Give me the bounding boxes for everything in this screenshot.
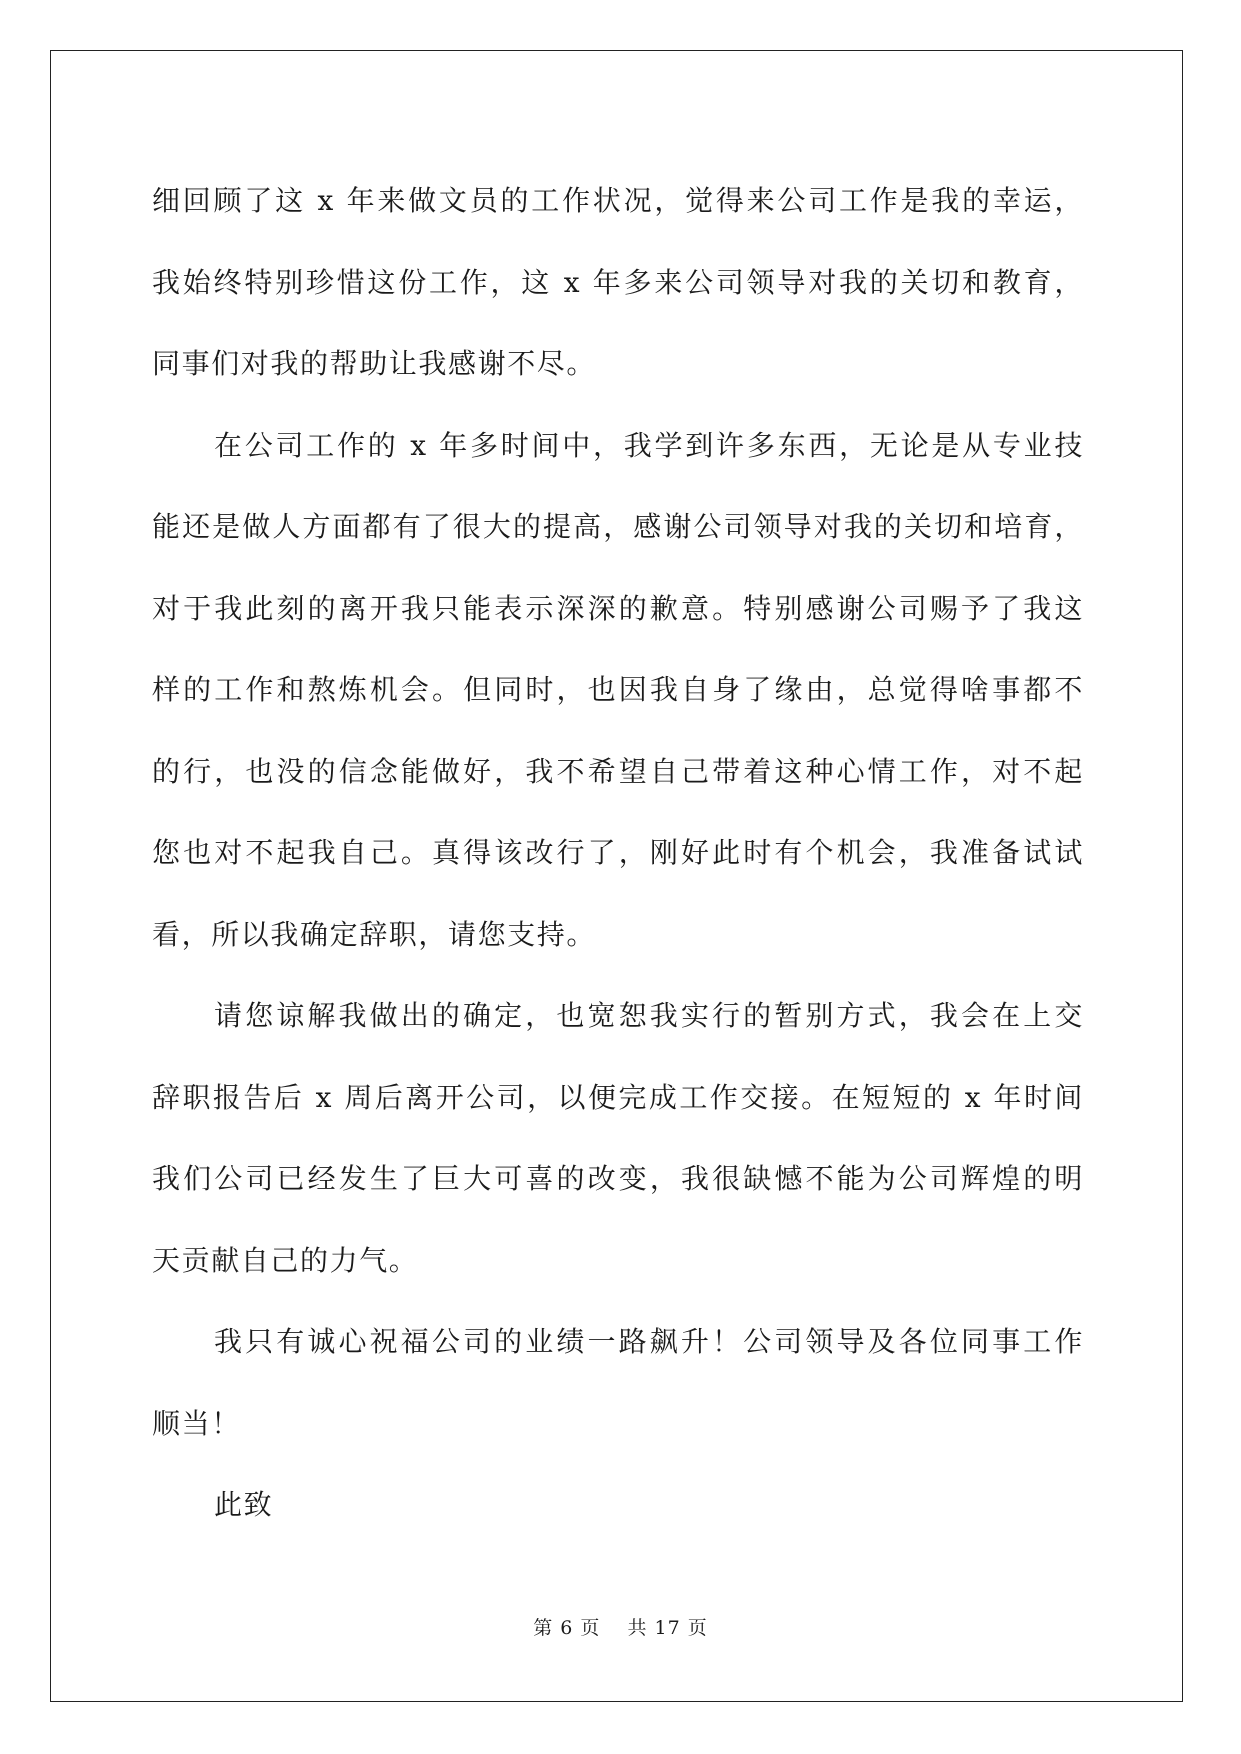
text-line: 我只有诚心祝福公司的业绩一路飙升！公司领导及各位同事工作 [214, 1325, 1084, 1358]
text-line: 辞职报告后 x 周后离开公司，以便完成工作交接。在短短的 x 年时间 [152, 1080, 1084, 1114]
text-line: 在公司工作的 x 年多时间中，我学到许多东西，无论是从专业技 [214, 428, 1084, 462]
text-line: 看，所以我确定辞职，请您支持。 [152, 917, 597, 951]
text-line: 样的工作和熬炼机会。但同时，也因我自身了缘由，总觉得啥事都不 [152, 673, 1084, 706]
text-line: 天贡献自己的力气。 [152, 1243, 419, 1277]
text-line: 细回顾了这 x 年来做文员的工作状况，觉得来公司工作是我的幸运， [152, 184, 1084, 217]
text-line: 您也对不起我自己。真得该改行了，刚好此时有个机会，我准备试试 [152, 836, 1084, 869]
document-body [152, 160, 1084, 1546]
text-line: 我们公司已经发生了巨大可喜的改变，我很缺憾不能为公司辉煌的明 [152, 1162, 1084, 1195]
text-line: 请您谅解我做出的确定，也宽恕我实行的暂别方式，我会在上交 [214, 999, 1084, 1032]
page-footer [0, 1613, 1241, 1640]
text-line: 对于我此刻的离开我只能表示深深的歉意。特别感谢公司赐予了我这 [152, 591, 1084, 625]
text-line: 能还是做人方面都有了很大的提高，感谢公司领导对我的关切和培育， [152, 510, 1084, 543]
text-line: 的行，也没的信念能做好，我不希望自己带着这种心情工作，对不起 [152, 754, 1084, 788]
page-number-total: 共 17 页 [627, 1617, 708, 1639]
text-line: 我始终特别珍惜这份工作，这 x 年多来公司领导对我的关切和教育， [152, 265, 1084, 299]
page-number-current: 第 6 页 [533, 1617, 601, 1639]
text-line: 同事们对我的帮助让我感谢不尽。 [152, 347, 597, 380]
text-line: 此致 [214, 1488, 274, 1521]
text-line: 顺当！ [152, 1406, 241, 1440]
